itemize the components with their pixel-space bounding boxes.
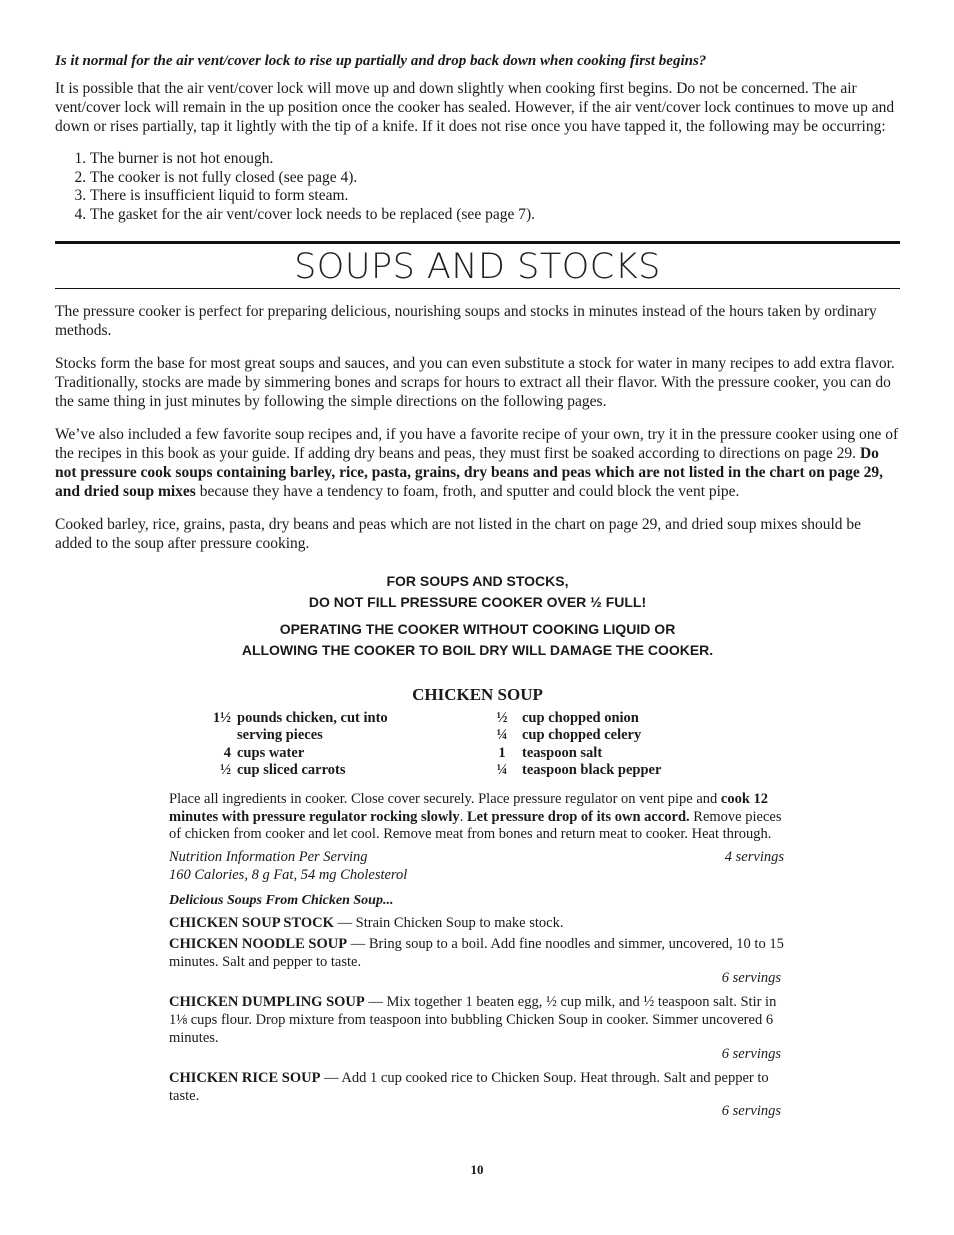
variation-servings: 6 servings [721,1102,781,1119]
ingredient: 1½ pounds chicken, cut into [212,710,388,726]
ingredient: ¼ teaspoon black pepper [496,761,662,778]
boil-dry-warning: OPERATING THE COOKER WITHOUT COOKING LIQUID OR ALLOWING THE COOKER TO BOIL DRY WILL DAMAGE THE COOKER. [241,621,714,658]
section-rule-top [55,241,900,244]
ingredient-continuation: serving pieces [237,727,323,744]
page-content [55,52,900,1119]
section-rule-bottom [55,288,900,289]
causes-list [55,150,900,224]
section-title: SOUPS AND STOCKS [294,247,661,287]
recipe-method: Place all ingredients in cooker. Close cover securely. Place pressure regulator on vent pipe and cook 12 minutes with pressure regulator rocking slowly. Let pressure drop of its own accord. Remove pieces of chicken from cooker and let cool. Remove meat from bones and return meat to cooker. Heat through. [169,791,782,842]
list-item: 2. The cooker is not fully closed (see page 4). [90,169,900,188]
variation-chicken-noodle-soup: CHICKEN NOODLE SOUP — Bring soup to a boil. Add fine noodles and simmer, uncovered, 10 to 15 minutes. Salt and pepper to taste. [169,935,784,970]
list-item: 1. The burner is not hot enough. [90,150,900,169]
intro-paragraph: The pressure cooker is perfect for preparing delicious, nourishing soups and stocks in minutes instead of the hours taken by ordinary methods. [55,303,877,339]
recipe-title: CHICKEN SOUP [412,685,543,704]
variations-heading: Delicious Soups From Chicken Soup... [169,892,394,908]
ingredients [55,710,900,780]
intro-paragraph: Stocks form the base for most great soups and sauces, and you can even substitute a stock for water in many recipes to add extra flavor. Traditionally, stocks are made by simmering bones and scraps for hours to extract all their flavor. With the pressure cooker, you can do the same thing in just minutes by following the simple directions on the following pages. [55,355,895,410]
faq-question: Is it normal for the air vent/cover lock to rise up partially and drop back down when cooking first begins? [55,53,707,69]
recipe-servings: 4 servings [724,848,784,865]
faq-answer: It is possible that the air vent/cover lock will move up and down slightly when cooking first begins. Do not be concerned. The air vent/cover lock will remain in the up position once the cooker has sealed. However, if the air vent/cover lock continues to move up and down or rises partially, tap it lightly with the tip of a knife. If it does not rise once you have tapped it, the following may be occurring: [55,80,895,135]
nutrition-info [169,848,784,884]
ingredient: ¼ cup chopped celery [496,727,642,744]
variation-servings: 6 servings [721,969,781,986]
intro-paragraph: Cooked barley, rice, grains, pasta, dry beans and peas which are not listed in the chart on page 29, and dried soup mixes should be added to the soup after pressure cooking. [55,516,862,552]
ingredient: ½ cup sliced carrots [220,761,346,778]
variation-chicken-dumpling-soup: CHICKEN DUMPLING SOUP — Mix together 1 beaten egg, ½ cup milk, and ½ teaspoon salt. Stir in 1⅛ cups flour. Drop mixture from teaspoon into bubbling Chicken Soup in cooker. Simmer uncovered 6 minutes. [169,993,777,1046]
nutrition-label: Nutrition Information Per Serving [169,848,368,865]
variation-chicken-soup-stock: CHICKEN SOUP STOCK — Strain Chicken Soup to make stock. [169,914,564,931]
fill-warning: FOR SOUPS AND STOCKS, DO NOT FILL PRESSURE COOKER OVER ½ FULL! [308,573,647,610]
ingredients-right [488,710,661,779]
list-item: 4. The gasket for the air vent/cover lock needs to be replaced (see page 7). [90,206,900,225]
intro-paragraph: We’ve also included a few favorite soup recipes and, if you have a favorite recipe of your own, try it in the pressure cooker using one of the recipes in this book as your guide. If adding dry beans and peas, they must first be soaked according to directions on page 29. Do not pressure cook soups containing barley, rice, pasta, grains, dry beans and peas which are not listed in the chart on page 29, and dried soup mixes because they have a tendency to foam, froth, and sputter and could block the vent pipe. [55,426,899,500]
variation-servings: 6 servings [721,1045,781,1062]
ingredient: 4 cups water [223,744,305,761]
ingredient: ½ cup chopped onion [496,710,639,726]
nutrition-values: 160 Calories, 8 g Fat, 54 mg Cholesterol [169,866,408,883]
ingredients-left [201,710,388,779]
page-number: 10 [470,1162,484,1177]
ingredient: 1 teaspoon salt [498,744,603,761]
warning-inline: Do not pressure cook soups containing barley, rice, pasta, grains, dry beans and peas which are not listed in the chart on page 29, and dried soup mixes [55,445,884,500]
intro [55,302,900,553]
list-item: 3. There is insufficient liquid to form steam. [90,187,900,206]
variation-chicken-rice-soup: CHICKEN RICE SOUP — Add 1 cup cooked rice to Chicken Soup. Heat through. Salt and pepper to taste. [169,1069,769,1104]
recipe-body [169,791,784,1120]
